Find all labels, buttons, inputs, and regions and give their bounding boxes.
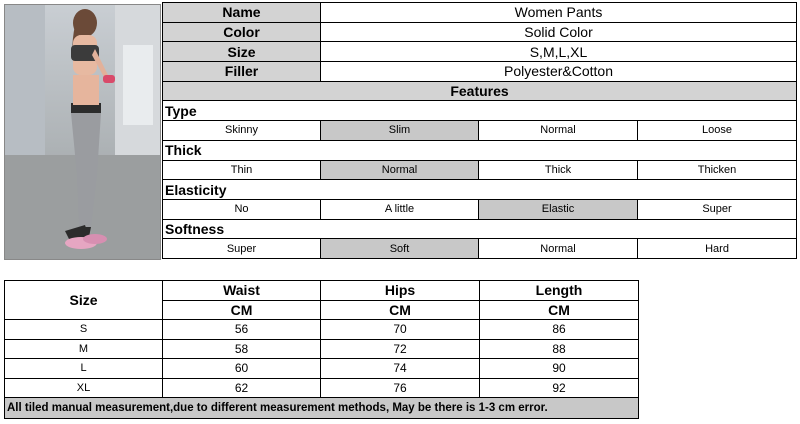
feature-option: A little bbox=[321, 199, 479, 219]
measurement-value: 88 bbox=[480, 339, 639, 359]
feature-options-row bbox=[163, 239, 797, 259]
size-label: S bbox=[5, 320, 163, 340]
unit-label: CM bbox=[321, 300, 480, 320]
feature-option: Loose bbox=[638, 121, 797, 141]
measurement-value: 74 bbox=[321, 359, 480, 379]
measure-column-header: Hips bbox=[321, 281, 480, 301]
feature-option: Super bbox=[163, 239, 321, 259]
feature-section-row bbox=[163, 219, 797, 239]
note-row bbox=[5, 398, 639, 419]
feature-option: Thick bbox=[479, 160, 638, 180]
feature-option: Normal bbox=[479, 121, 638, 141]
features-title: Features bbox=[163, 81, 797, 101]
measurement-value: 72 bbox=[321, 339, 480, 359]
feature-option-selected: Soft bbox=[321, 239, 479, 259]
spec-row bbox=[163, 42, 797, 62]
spec-label: Name bbox=[163, 3, 321, 23]
spec-value: Solid Color bbox=[321, 22, 797, 42]
measurement-value: 60 bbox=[163, 359, 321, 379]
feature-options-row bbox=[163, 121, 797, 141]
measurement-value: 58 bbox=[163, 339, 321, 359]
size-row bbox=[5, 378, 639, 398]
measurement-value: 90 bbox=[480, 359, 639, 379]
size-label: XL bbox=[5, 378, 163, 398]
measure-column-header: Length bbox=[480, 281, 639, 301]
feature-name: Elasticity bbox=[163, 180, 797, 200]
feature-section-row bbox=[163, 101, 797, 121]
size-header-row bbox=[5, 281, 639, 301]
measurement-value: 62 bbox=[163, 378, 321, 398]
spec-table bbox=[162, 2, 797, 259]
spec-value: Women Pants bbox=[321, 3, 797, 23]
feature-option: Normal bbox=[479, 239, 638, 259]
size-column-header: Size bbox=[5, 281, 163, 320]
spec-label: Size bbox=[163, 42, 321, 62]
size-label: M bbox=[5, 339, 163, 359]
feature-name: Type bbox=[163, 101, 797, 121]
size-label: L bbox=[5, 359, 163, 379]
measurement-note: All tiled manual measurement,due to different measurement methods, May be there is 1-3 cm error. bbox=[5, 398, 639, 419]
measurement-value: 92 bbox=[480, 378, 639, 398]
feature-options-row bbox=[163, 160, 797, 180]
feature-option: Skinny bbox=[163, 121, 321, 141]
feature-name: Thick bbox=[163, 140, 797, 160]
size-chart-table bbox=[4, 280, 639, 419]
size-row bbox=[5, 320, 639, 340]
unit-label: CM bbox=[480, 300, 639, 320]
spec-row bbox=[163, 62, 797, 82]
feature-option-selected: Elastic bbox=[479, 199, 638, 219]
measurement-value: 76 bbox=[321, 378, 480, 398]
feature-name: Softness bbox=[163, 219, 797, 239]
spec-label: Filler bbox=[163, 62, 321, 82]
spec-value: Polyester&Cotton bbox=[321, 62, 797, 82]
feature-option: No bbox=[163, 199, 321, 219]
spec-row bbox=[163, 22, 797, 42]
feature-section-row bbox=[163, 140, 797, 160]
spec-row bbox=[163, 3, 797, 23]
measure-column-header: Waist bbox=[163, 281, 321, 301]
size-row bbox=[5, 359, 639, 379]
spec-value: S,M,L,XL bbox=[321, 42, 797, 62]
measurement-value: 86 bbox=[480, 320, 639, 340]
feature-option-selected: Normal bbox=[321, 160, 479, 180]
feature-option-selected: Slim bbox=[321, 121, 479, 141]
feature-section-row bbox=[163, 180, 797, 200]
model-image bbox=[5, 5, 161, 260]
spec-label: Color bbox=[163, 22, 321, 42]
product-photo bbox=[4, 4, 161, 260]
unit-label: CM bbox=[163, 300, 321, 320]
feature-options-row bbox=[163, 199, 797, 219]
features-header-row bbox=[163, 81, 797, 101]
feature-option: Thicken bbox=[638, 160, 797, 180]
measurement-value: 70 bbox=[321, 320, 480, 340]
feature-option: Super bbox=[638, 199, 797, 219]
measurement-value: 56 bbox=[163, 320, 321, 340]
size-row bbox=[5, 339, 639, 359]
feature-option: Hard bbox=[638, 239, 797, 259]
feature-option: Thin bbox=[163, 160, 321, 180]
